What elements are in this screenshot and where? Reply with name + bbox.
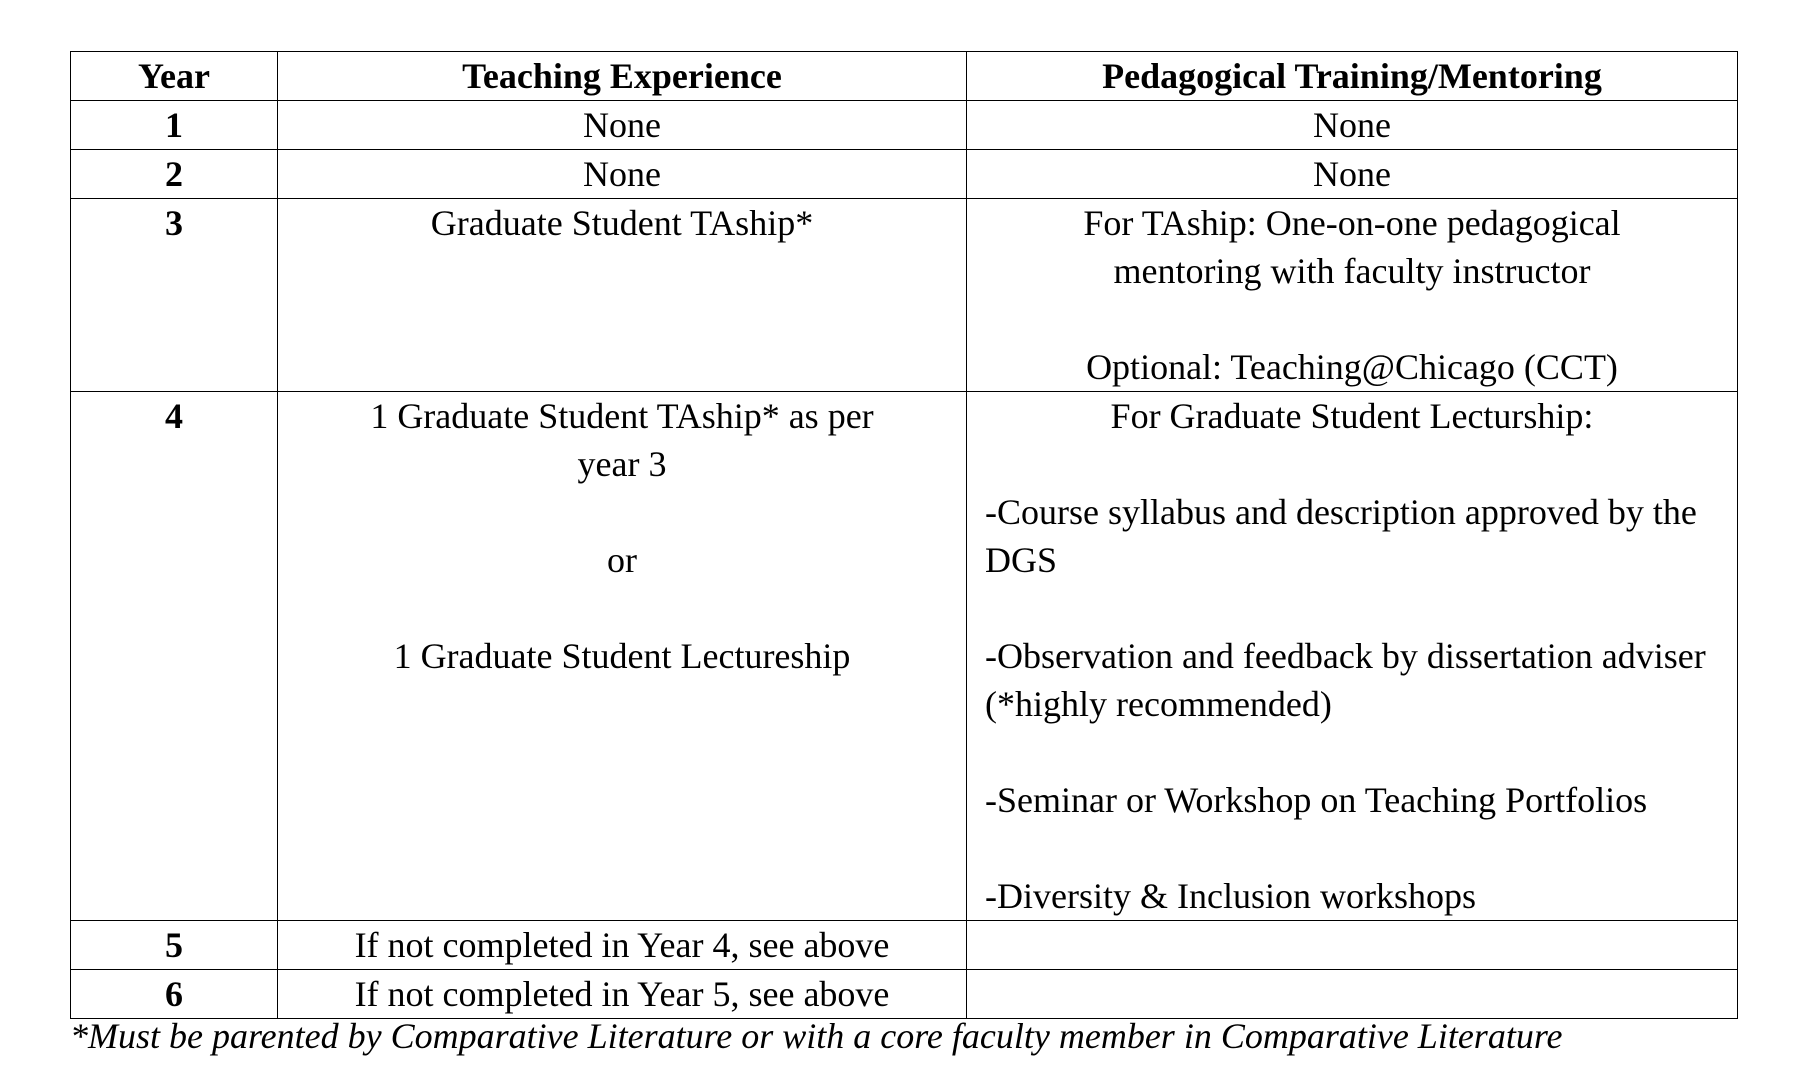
teaching-requirements-table [70, 51, 1738, 1019]
teaching-cell [278, 392, 967, 921]
year-cell: 6 [71, 970, 278, 1019]
training-heading: For Graduate Student Lecturship: [1110, 396, 1594, 436]
teaching-cell: None [278, 101, 967, 150]
training-cell [967, 199, 1738, 392]
teaching-text: 1 Graduate Student Lectureship [393, 636, 851, 676]
table-row [71, 199, 1738, 392]
year-cell: 4 [71, 392, 278, 921]
table-row [71, 921, 1738, 970]
header-training: Pedagogical Training/Mentoring [967, 52, 1738, 101]
table-row [71, 392, 1738, 921]
teaching-cell: None [278, 150, 967, 199]
header-year: Year [71, 52, 278, 101]
training-text: Optional: Teaching@Chicago (CCT) [1086, 347, 1618, 387]
training-cell: None [967, 150, 1738, 199]
year-cell: 1 [71, 101, 278, 150]
training-item: -Observation and feedback by dissertation adviser (*highly recommended) [985, 636, 1706, 724]
year-cell: 3 [71, 199, 278, 392]
teaching-cell: Graduate Student TAship* [278, 199, 967, 392]
training-item: -Diversity & Inclusion workshops [985, 876, 1476, 916]
footnote: *Must be parented by Comparative Literature or with a core faculty member in Comparative Literature [70, 1016, 1563, 1056]
teaching-text: or [607, 540, 637, 580]
training-cell: None [967, 101, 1738, 150]
table-row [71, 150, 1738, 199]
header-teaching: Teaching Experience [278, 52, 967, 101]
table-row [71, 101, 1738, 150]
header-row [71, 52, 1738, 101]
year-cell: 2 [71, 150, 278, 199]
training-item: -Seminar or Workshop on Teaching Portfolios [985, 780, 1648, 820]
teaching-cell: If not completed in Year 4, see above [278, 921, 967, 970]
training-cell [967, 921, 1738, 970]
teaching-text: 1 Graduate Student TAship* as per year 3 [370, 396, 874, 484]
training-text: For TAship: One-on-one pedagogical mentoring with faculty instructor [1083, 203, 1621, 291]
year-cell: 5 [71, 921, 278, 970]
teaching-cell: If not completed in Year 5, see above [278, 970, 967, 1019]
training-item: -Course syllabus and description approved by the DGS [985, 492, 1697, 580]
training-cell [967, 392, 1738, 921]
